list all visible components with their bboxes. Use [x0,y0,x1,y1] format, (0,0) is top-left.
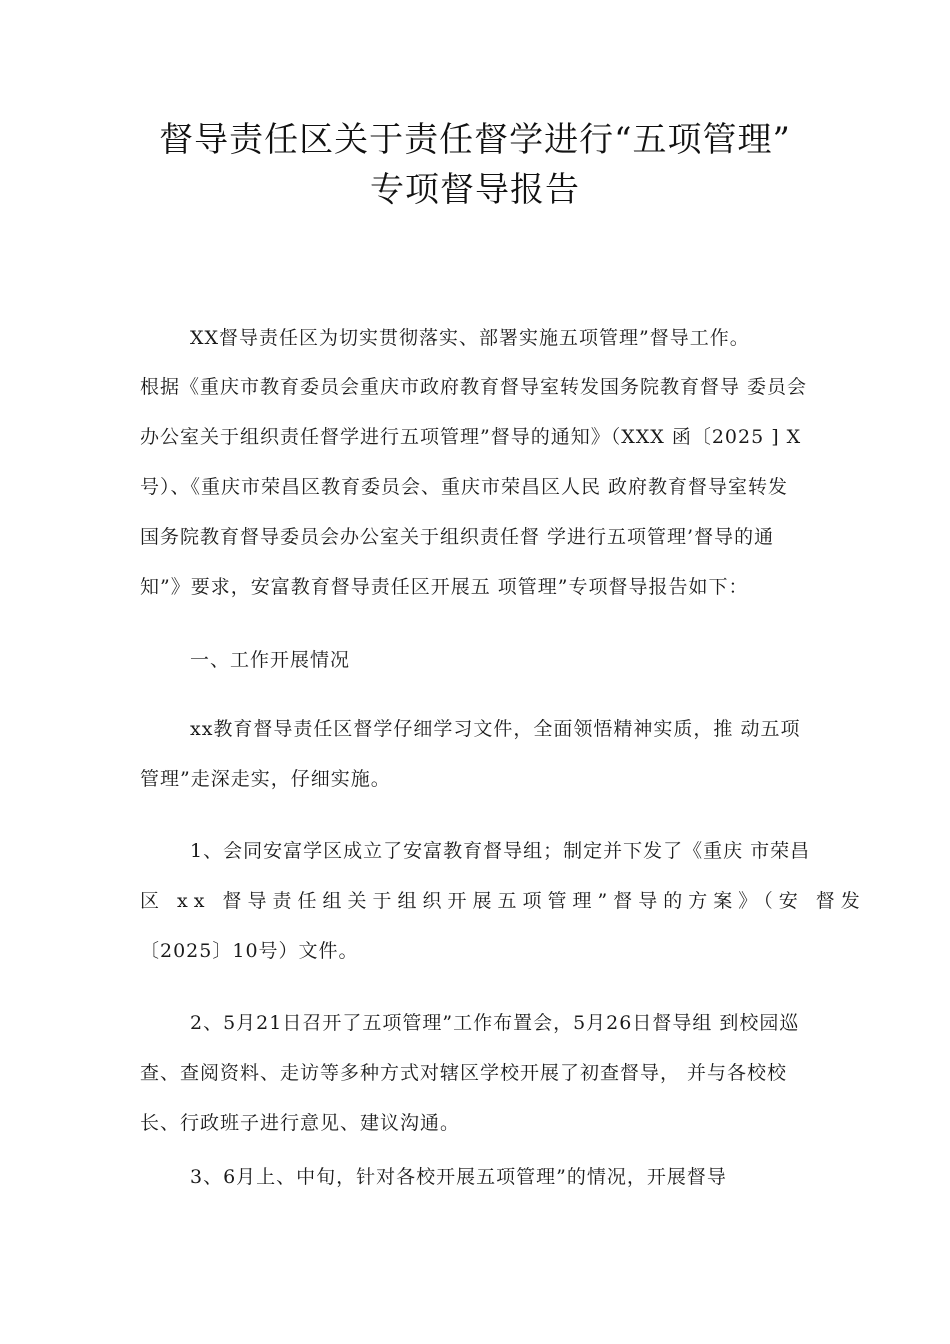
paragraph-line: 3、6月上、中旬，针对各校开展五项管理”的情况，开展督导 [190,1166,727,1188]
section-heading: 一、工作开展情况 [190,649,351,671]
paragraph-line: 2、5月21日召开了五项管理”工作布置会，5月26日督导组 到校园巡 [190,1012,800,1034]
paragraph-line: 号）、《重庆市荣昌区教育委员会、重庆市荣昌区人民 政府教育督导室转发 [140,476,789,498]
paragraph-line: 区 xx 督导责任组关于组织开展五项管理”督导的方案》（安 督发 [140,890,866,912]
paragraph-line: 1、会同安富学区成立了安富教育督导组；制定并下发了《重庆 市荣昌 [190,840,811,862]
document-title-line-2: 专项督导报告 [370,170,580,210]
paragraph-line: 管理”走深走实，仔细实施。 [140,768,391,790]
paragraph-line: 国务院教育督导委员会办公室关于组织责任督 学进行五项管理’督导的通 [140,526,775,548]
paragraph-line: XX督导责任区为切实贯彻落实、部署实施五项管理”督导工作。 [190,327,750,349]
paragraph-line: 知”》要求，安富教育督导责任区开展五 项管理”专项督导报告如下： [140,576,749,598]
paragraph-line: 长、行政班子进行意见、建议沟通。 [140,1112,461,1134]
paragraph-line: xx教育督导责任区督学仔细学习文件，全面领悟精神实质，推 动五项 [190,718,801,740]
paragraph-line: 办公室关于组织责任督学进行五项管理”督导的通知》（XXX 函〔2025 ] X [140,426,802,448]
paragraph-line: 〔2025〕10号）文件。 [140,940,359,962]
document-title-line-1: 督导责任区关于责任督学进行“五项管理” [159,120,791,160]
paragraph-line: 根据《重庆市教育委员会重庆市政府教育督导室转发国务院教育督导 委员会 [140,376,808,398]
paragraph-line: 查、查阅资料、走访等多种方式对辖区学校开展了初查督导， 并与各校校 [140,1062,788,1084]
